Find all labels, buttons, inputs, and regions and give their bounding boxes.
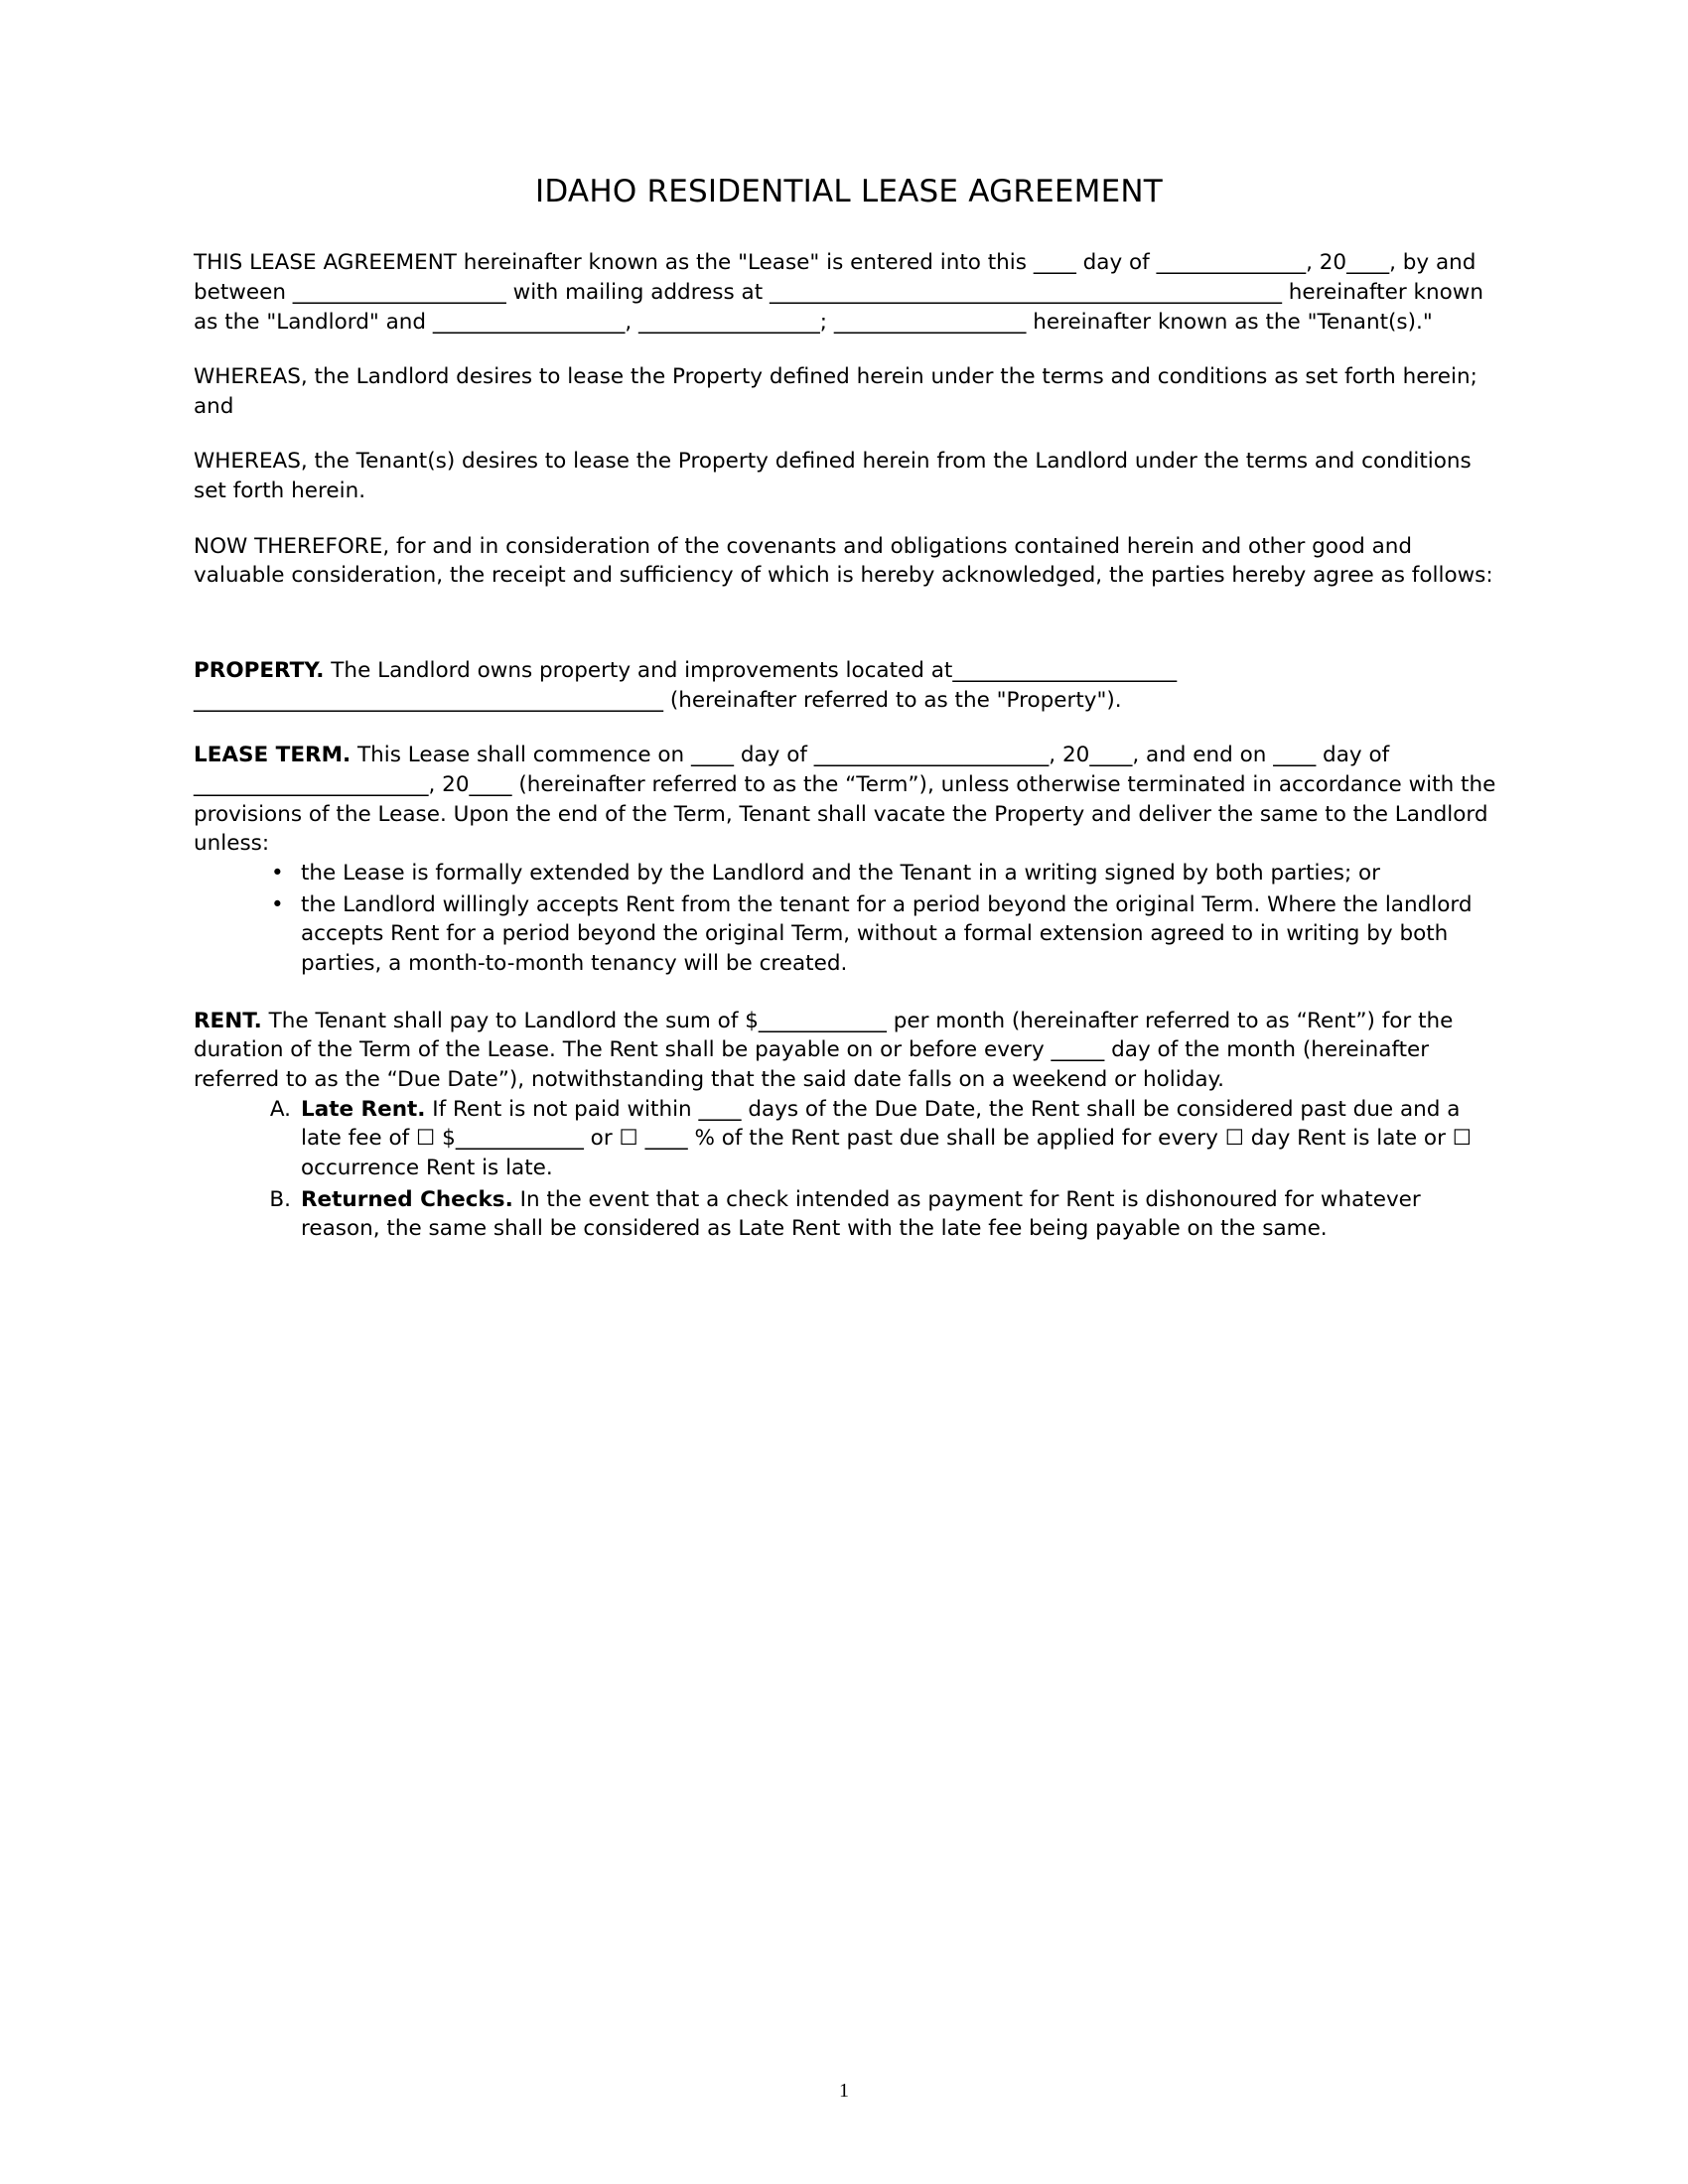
now-therefore-paragraph: NOW THEREFORE, for and in consideration of the covenants and obligations contained herein and other good and valuable consideration, the receipt and sufficiency of which is hereby acknowledged, the parties hereby agree as follows: (194, 533, 1493, 589)
returned-checks-heading: Returned Checks. (301, 1186, 513, 1212)
section-property (194, 656, 1504, 715)
page-title: IDAHO RESIDENTIAL LEASE AGREEMENT (535, 174, 1163, 209)
list-item (253, 1095, 1504, 1183)
whereas-landlord-paragraph: WHEREAS, the Landlord desires to lease the Property defined herein under the terms and conditions as set forth herein; and (194, 364, 1477, 419)
section-property-heading: PROPERTY. (194, 658, 325, 684)
page-number: 1 (839, 2080, 849, 2102)
list-item: • the Lease is formally extended by the Landlord and the Tenant in a writing signed by both parties; or (253, 859, 1504, 888)
late-rent-body: If Rent is not paid within ____ days of the Due Date, the Rent shall be considered past due and a late fee of ☐ $____________ or ☐ ____ % of the Rent past due shall be applied for every ☐ day Rent is late or ☐ occurrence Rent is late. (301, 1096, 1473, 1180)
section-lease-term-body: This Lease shall commence on ____ day of ______________________, 20____, and end on ____ day of ______________________, 20____ (hereinafter referred to as the “Term”), unless otherwise terminated in accordance with the provisions of the Lease. Upon the end of the Term, Tenant shall vacate the Property and deliver the same to the Landlord unless: (194, 743, 1496, 857)
late-rent-heading: Late Rent. (301, 1096, 426, 1122)
returned-checks-body: In the event that a check intended as payment for Rent is dishonoured for whatever reason, the same shall be considered as Late Rent with the late fee being payable on the same. (301, 1186, 1421, 1242)
section-rent (194, 1007, 1504, 1095)
section-property-body: The Landlord owns property and improvements located at_____________________ ____________________________________________ (hereinafter referred to as the "Property"). (194, 658, 1178, 713)
lease-term-bullet-list (194, 859, 1504, 979)
section-lease-term-heading: LEASE TERM. (194, 743, 352, 768)
whereas-tenant-paragraph: WHEREAS, the Tenant(s) desires to lease the Property defined herein from the Landlord under the terms and conditions set forth herein. (194, 449, 1472, 504)
spacer (194, 981, 1504, 1007)
section-lease-term (194, 741, 1504, 859)
section-rent-body: The Tenant shall pay to Landlord the sum of $____________ per month (hereinafter referred to as “Rent”) for the duration of the Term of the Lease. The Rent shall be payable on or before every _____ day of the month (hereinafter referred to as the “Due Date”), notwithstanding that the said date falls on a weekend or holiday. (194, 1008, 1454, 1092)
list-item: • the Landlord willingly accepts Rent from the tenant for a period beyond the original Term. Where the landlord accepts Rent for a period beyond the original Term, without a formal extension agreed to in writing by both parties, a month-to-month tenancy will be created. (253, 890, 1504, 979)
spacer (194, 616, 1504, 656)
list-item (253, 1185, 1504, 1244)
intro-paragraph-1: THIS LEASE AGREEMENT hereinafter known as the "Lease" is entered into this ____ day of ______________, 20____, by and between ____________________ with mailing address at ________________________________________________ hereinafter known as the "Landlord" and __________________, _________________; __________________ hereinafter known as the "Tenant(s)." (194, 250, 1483, 335)
rent-sub-list (194, 1095, 1504, 1244)
section-rent-heading: RENT. (194, 1008, 262, 1033)
